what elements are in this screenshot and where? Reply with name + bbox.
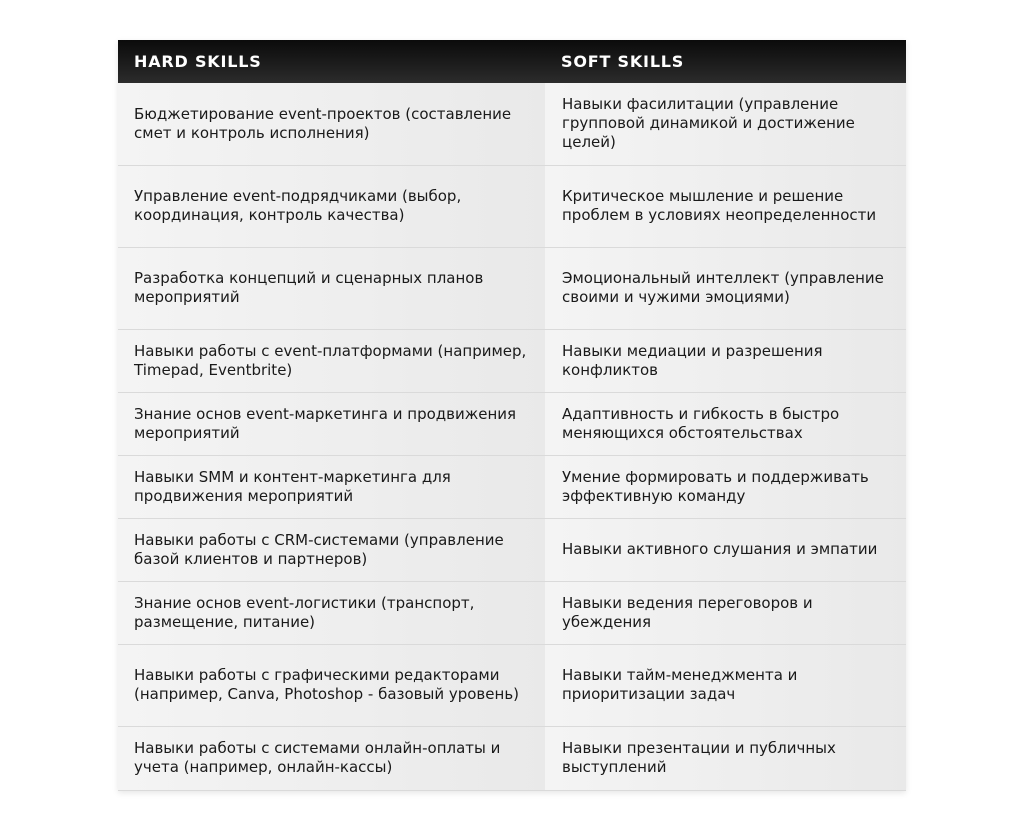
soft-skill-cell: Адаптивность и гибкость в быстро меняющихся обстоятельствах [545, 392, 906, 455]
hard-skill-cell: Навыки работы с CRM-системами (управление базой клиентов и партнеров) [118, 518, 545, 581]
soft-skill-cell: Эмоциональный интеллект (управление своими и чужими эмоциями) [545, 247, 906, 329]
hard-skill-cell: Навыки работы с графическими редакторами (например, Canva, Photoshop - базовый уровень) [118, 644, 545, 726]
hard-skill-cell: Навыки SMM и контент-маркетинга для продвижения мероприятий [118, 455, 545, 518]
hard-skill-cell: Бюджетирование event-проектов (составление смет и контроль исполнения) [118, 83, 545, 165]
hard-skills-header: HARD SKILLS [118, 40, 545, 83]
soft-skill-cell: Критическое мышление и решение проблем в условиях неопределенности [545, 165, 906, 247]
table-row [118, 581, 906, 644]
table-row [118, 455, 906, 518]
table-row [118, 726, 906, 790]
soft-skill-cell: Навыки тайм-менеджмента и приоритизации задач [545, 644, 906, 726]
table-row [118, 644, 906, 726]
table-body [118, 83, 906, 790]
hard-skill-cell: Знание основ event-маркетинга и продвижения мероприятий [118, 392, 545, 455]
hard-skill-cell: Навыки работы с event-платформами (например, Timepad, Eventbrite) [118, 329, 545, 392]
hard-skill-cell: Знание основ event-логистики (транспорт, размещение, питание) [118, 581, 545, 644]
soft-skill-cell: Навыки активного слушания и эмпатии [545, 518, 906, 581]
skills-table [118, 40, 906, 791]
table-header [118, 40, 906, 83]
hard-skill-cell: Навыки работы с системами онлайн-оплаты и учета (например, онлайн-кассы) [118, 726, 545, 790]
soft-skill-cell: Навыки медиации и разрешения конфликтов [545, 329, 906, 392]
hard-skill-cell: Управление event-подрядчиками (выбор, координация, контроль качества) [118, 165, 545, 247]
soft-skill-cell: Умение формировать и поддерживать эффективную команду [545, 455, 906, 518]
table-row [118, 165, 906, 247]
table-row [118, 329, 906, 392]
table-row [118, 247, 906, 329]
table-row [118, 83, 906, 165]
soft-skill-cell: Навыки фасилитации (управление групповой динамикой и достижение целей) [545, 83, 906, 165]
soft-skill-cell: Навыки ведения переговоров и убеждения [545, 581, 906, 644]
soft-skills-header: SOFT SKILLS [545, 40, 906, 83]
table-row [118, 518, 906, 581]
hard-skill-cell: Разработка концепций и сценарных планов мероприятий [118, 247, 545, 329]
table-row [118, 392, 906, 455]
soft-skill-cell: Навыки презентации и публичных выступлений [545, 726, 906, 790]
header-row [118, 40, 906, 83]
